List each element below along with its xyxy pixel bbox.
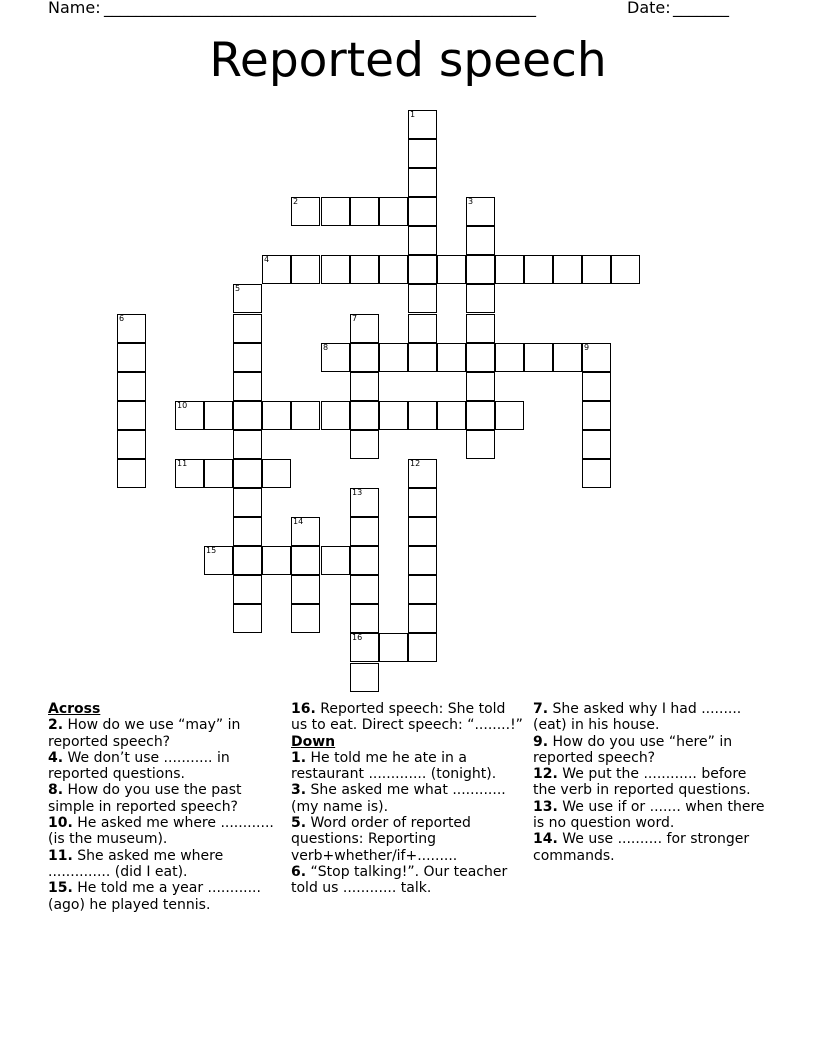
grid-cell[interactable]: [233, 459, 262, 488]
grid-cell[interactable]: [233, 517, 262, 546]
clue-number: 7: [352, 314, 358, 323]
clue-number-label: 8.: [48, 782, 64, 799]
across-heading: Across: [48, 701, 101, 717]
grid-cell[interactable]: [350, 314, 379, 343]
clue-text: Word order of reported questions: Reporting verb+whether/if+.........: [291, 815, 471, 864]
clue-item: [533, 766, 773, 799]
clue-number-label: 4.: [48, 749, 64, 766]
grid-cell[interactable]: [379, 401, 408, 430]
clue-item: [533, 701, 773, 734]
grid-cell[interactable]: [321, 401, 350, 430]
grid-cell[interactable]: [233, 343, 262, 372]
grid-cell[interactable]: [408, 488, 437, 517]
grid-cell[interactable]: [291, 546, 320, 575]
grid-cell[interactable]: [466, 226, 495, 255]
clue-item: [291, 782, 523, 815]
grid-cell[interactable]: [466, 430, 495, 459]
grid-cell[interactable]: [466, 255, 495, 284]
clue-text: He asked me where ............ (is the museum).: [48, 815, 274, 848]
grid-cell[interactable]: [350, 343, 379, 372]
grid-cell[interactable]: [611, 255, 640, 284]
grid-cell[interactable]: [495, 343, 524, 372]
grid-cell[interactable]: [582, 459, 611, 488]
grid-cell[interactable]: [175, 401, 204, 430]
clue-number: 15: [206, 546, 217, 555]
clue-item: [533, 799, 773, 832]
clue-number-label: 9.: [533, 733, 549, 750]
clue-text: We use .......... for stronger commands.: [533, 831, 750, 864]
grid-cell[interactable]: [379, 343, 408, 372]
clue-text: She asked me what ............ (my name is).: [291, 782, 506, 815]
down-clue-list-continued: [533, 701, 773, 864]
clue-number-label: 16.: [291, 701, 316, 717]
grid-cell[interactable]: [408, 168, 437, 197]
clue-number: 3: [468, 197, 474, 206]
grid-cell[interactable]: [117, 372, 146, 401]
clue-number-label: 6.: [291, 863, 307, 880]
grid-cell[interactable]: [379, 255, 408, 284]
grid-cell[interactable]: [291, 604, 320, 633]
grid-cell[interactable]: [582, 401, 611, 430]
clue-number-label: 5.: [291, 815, 307, 832]
grid-cell[interactable]: [321, 343, 350, 372]
grid-cell[interactable]: [408, 546, 437, 575]
grid-cell[interactable]: [553, 255, 582, 284]
clue-number: 16: [352, 633, 363, 642]
grid-cell[interactable]: [379, 197, 408, 226]
grid-cell[interactable]: [262, 459, 291, 488]
grid-cell[interactable]: [350, 633, 379, 662]
date-label: Date:: [627, 0, 671, 17]
grid-cell[interactable]: [524, 343, 553, 372]
across-clue-list: [48, 717, 280, 913]
clue-number-label: 10.: [48, 815, 73, 832]
clue-number-label: 7.: [533, 701, 549, 717]
grid-cell[interactable]: [408, 633, 437, 662]
grid-cell[interactable]: [408, 401, 437, 430]
clue-text: She asked me where .............. (did I eat).: [48, 847, 224, 880]
grid-cell[interactable]: [408, 110, 437, 139]
clue-number-label: 3.: [291, 782, 307, 799]
grid-cell[interactable]: [291, 517, 320, 546]
grid-cell[interactable]: [466, 197, 495, 226]
grid-cell[interactable]: [233, 372, 262, 401]
grid-cell[interactable]: [466, 284, 495, 313]
clue-number: 6: [119, 314, 125, 323]
grid-cell[interactable]: [437, 255, 466, 284]
grid-cell[interactable]: [291, 197, 320, 226]
date-field[interactable]: _______: [673, 0, 729, 17]
grid-cell[interactable]: [350, 197, 379, 226]
down-heading: Down: [291, 733, 336, 750]
grid-cell[interactable]: [524, 255, 553, 284]
clue-number: 13: [352, 488, 363, 497]
grid-cell[interactable]: [117, 430, 146, 459]
grid-cell[interactable]: [350, 255, 379, 284]
clue-number-label: 15.: [48, 880, 73, 897]
grid-cell[interactable]: [350, 488, 379, 517]
clue-number: 9: [584, 343, 590, 352]
grid-cell[interactable]: [582, 430, 611, 459]
clue-item: [48, 750, 280, 783]
grid-cell[interactable]: [408, 459, 437, 488]
clue-text: He told me a year ............(ago) he played tennis.: [48, 880, 261, 913]
clue-number: 12: [410, 459, 421, 468]
grid-cell[interactable]: [233, 284, 262, 313]
clue-column-3: [533, 701, 773, 864]
clue-number-label: 1.: [291, 749, 307, 766]
grid-cell[interactable]: [582, 372, 611, 401]
clue-number: 2: [293, 197, 299, 206]
grid-cell[interactable]: [350, 372, 379, 401]
grid-cell[interactable]: [495, 255, 524, 284]
grid-cell[interactable]: [408, 284, 437, 313]
grid-cell[interactable]: [582, 343, 611, 372]
clue-item: [48, 717, 280, 750]
grid-cell[interactable]: [466, 314, 495, 343]
grid-cell[interactable]: [321, 197, 350, 226]
grid-cell[interactable]: [350, 575, 379, 604]
grid-cell[interactable]: [117, 459, 146, 488]
grid-cell[interactable]: [466, 401, 495, 430]
clue-text: He told me he ate in a restaurant ............. (tonight).: [291, 749, 497, 783]
grid-cell[interactable]: [291, 575, 320, 604]
grid-cell[interactable]: [233, 488, 262, 517]
grid-cell[interactable]: [408, 604, 437, 633]
clue-item: [291, 815, 523, 864]
grid-cell[interactable]: [233, 314, 262, 343]
grid-cell[interactable]: [117, 343, 146, 372]
grid-cell[interactable]: [350, 604, 379, 633]
grid-cell[interactable]: [204, 401, 233, 430]
grid-cell[interactable]: [437, 401, 466, 430]
clue-number-label: 14.: [533, 831, 558, 848]
clue-number: 10: [177, 401, 188, 410]
grid-cell[interactable]: [466, 343, 495, 372]
clue-text: Reported speech: She told us to eat. Direct speech: “........!”: [291, 701, 523, 734]
clue-number-label: 2.: [48, 717, 64, 734]
grid-cell[interactable]: [350, 546, 379, 575]
clue-column-2: [291, 701, 523, 897]
grid-cell[interactable]: [291, 401, 320, 430]
grid-cell[interactable]: [350, 401, 379, 430]
clue-text: We put the ............ before the verb in reported questions.: [533, 766, 751, 799]
grid-cell[interactable]: [466, 372, 495, 401]
grid-cell[interactable]: [233, 604, 262, 633]
clue-text: How do you use the past simple in reported speech?: [48, 782, 242, 815]
grid-cell[interactable]: [408, 197, 437, 226]
grid-cell[interactable]: [553, 343, 582, 372]
clue-text: “Stop talking!”. Our teacher told us ............ talk.: [291, 863, 508, 897]
clue-number: 8: [323, 343, 329, 352]
clue-number-label: 11.: [48, 847, 73, 864]
grid-cell[interactable]: [204, 459, 233, 488]
clue-item: [291, 864, 523, 897]
name-label: Name:: [48, 0, 101, 17]
grid-cell[interactable]: [262, 401, 291, 430]
grid-cell[interactable]: [408, 575, 437, 604]
clue-number: 4: [264, 255, 270, 264]
grid-cell[interactable]: [233, 401, 262, 430]
clue-number: 14: [293, 517, 304, 526]
grid-cell[interactable]: [233, 430, 262, 459]
clue-item: [533, 734, 773, 767]
grid-cell[interactable]: [408, 255, 437, 284]
clue-item: [48, 782, 280, 815]
clue-item: [533, 831, 773, 864]
clue-number: 1: [410, 110, 416, 119]
clue-text: We use if or ....... when there is no question word.: [533, 798, 765, 832]
clue-number: 5: [235, 284, 241, 293]
clue-text: How do you use “here” in reported speech?: [533, 733, 733, 766]
clue-item: [48, 815, 280, 848]
grid-cell[interactable]: [233, 575, 262, 604]
clue-item: [291, 750, 523, 783]
name-field[interactable]: ______________________________________________________: [104, 0, 536, 17]
grid-cell[interactable]: [262, 255, 291, 284]
grid-cell[interactable]: [495, 401, 524, 430]
grid-cell[interactable]: [350, 430, 379, 459]
across-clue-list-continued: [291, 701, 523, 734]
grid-cell[interactable]: [321, 546, 350, 575]
grid-cell[interactable]: [291, 255, 320, 284]
down-clue-list: [291, 750, 523, 897]
grid-cell[interactable]: [408, 314, 437, 343]
grid-cell[interactable]: [204, 546, 233, 575]
grid-cell[interactable]: [408, 226, 437, 255]
page-title: Reported speech: [209, 33, 607, 88]
clue-text: How do we use “may” in reported speech?: [48, 717, 241, 750]
grid-cell[interactable]: [437, 343, 466, 372]
clue-column-1: [48, 701, 280, 913]
grid-cell[interactable]: [350, 517, 379, 546]
clue-text: She asked why I had ......... (eat) in his house.: [533, 701, 742, 734]
grid-cell[interactable]: [379, 633, 408, 662]
grid-cell[interactable]: [408, 139, 437, 168]
grid-cell[interactable]: [408, 343, 437, 372]
clue-text: We don’t use ........... in reported questions.: [48, 749, 230, 783]
clue-number-label: 13.: [533, 798, 558, 815]
grid-cell[interactable]: [117, 314, 146, 343]
grid-cell[interactable]: [117, 401, 146, 430]
clue-item: [291, 701, 523, 734]
clue-item: [48, 848, 280, 881]
clue-number: 11: [177, 459, 188, 468]
grid-cell[interactable]: [321, 255, 350, 284]
clue-item: [48, 880, 280, 913]
grid-cell[interactable]: [408, 517, 437, 546]
grid-cell[interactable]: [233, 546, 262, 575]
grid-cell[interactable]: [350, 663, 379, 692]
grid-cell[interactable]: [582, 255, 611, 284]
clue-number-label: 12.: [533, 766, 558, 783]
grid-cell[interactable]: [175, 459, 204, 488]
grid-cell[interactable]: [262, 546, 291, 575]
